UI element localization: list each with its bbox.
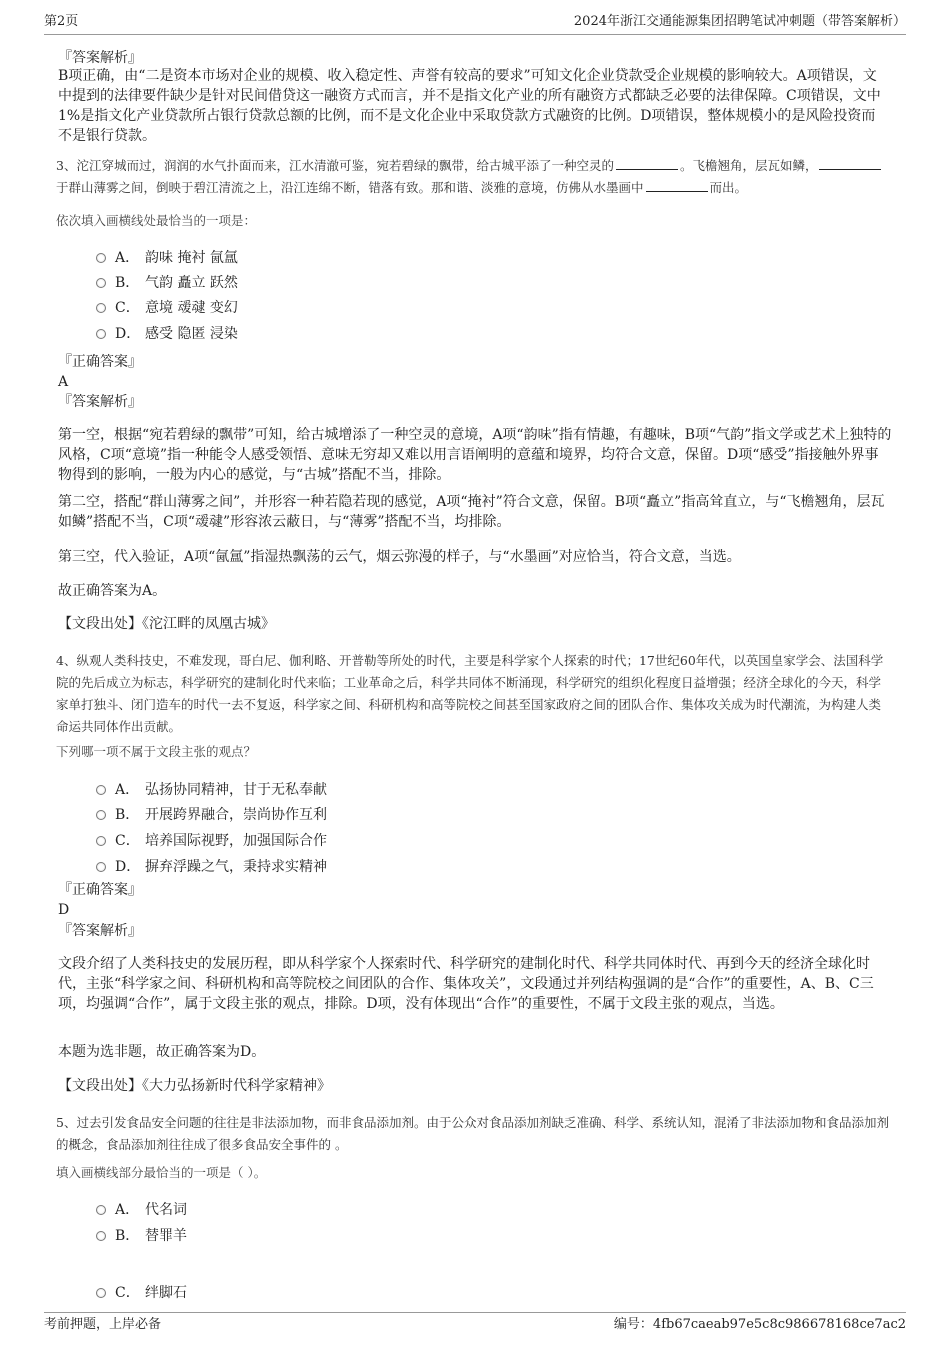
radio-icon[interactable]: [96, 253, 106, 263]
q3-stem-part2: 。飞檐翘角，层瓦如鳞，: [679, 158, 818, 173]
q3-source: 【文段出处】《沱江畔的凤凰古城》: [58, 616, 275, 632]
radio-icon[interactable]: [96, 1231, 106, 1241]
q3-analysis-para-4: 故正确答案为A。: [58, 583, 167, 599]
q3-option-b[interactable]: B． 气韵 矗立 跃然: [96, 273, 238, 293]
q3-option-d[interactable]: D． 感受 隐匿 浸染: [96, 324, 238, 344]
q4-stem: 4、纵观人类科技史，不难发现，哥白尼、伽利略、开普勒等所处的时代，主要是科学家个人探索的时代；17世纪60年代，以英国皇家学会、法国科学院的先后成立为标志，科学研究的建制化时代来临；工业革命之后，科学共同体不断涌现，科学研究的组织化程度日益增强；经济全球化的今天，科学家单打独斗、闭门造车的时代一去不复返，科学家之间、科研机构和高等院校之间甚至国家政府之间的团队合作、集体攻关成为时代潮流，为构建人类命运共同体作出贡献。: [56, 653, 884, 734]
q3-option-c[interactable]: C． 意境 叆叇 变幻: [96, 298, 238, 318]
q4-option-c[interactable]: C． 培养国际视野，加强国际合作: [96, 831, 327, 851]
radio-icon[interactable]: [96, 329, 106, 339]
footer-code: 编号：4fb67caeab97e5c8c986678168ce7ac2: [613, 1317, 906, 1332]
q3-analysis-para-2: 第二空，搭配“群山薄雾之间”，并形容一种若隐若现的感觉，A项“掩衬”符合文意，保留。B项“矗立”指高耸直立，与“飞檐翘角，层瓦如鳞”搭配不当，C项“叆叇”形容浓云蔽日，与“薄雾”搭配不当，均排除。: [58, 494, 885, 530]
q3-stem-part3: 于群山薄雾之间，倒映于碧江清流之上，沿江连绵不断，错落有致。那和谐、淡雅的意境，仿佛从水墨画中: [56, 180, 644, 195]
q4-analysis-para-1: 文段介绍了人类科技史的发展历程，即从科学家个人探索时代、科学研究的建制化时代、科学共同体时代、再到今天的经济全球化时代，主张“科学家之间、科研机构和高等院校之间团队的合作、集体攻关”，文段通过并列结构强调的是“合作”的重要性，A、B、C三项，均强调“合作”，属于文段主张的观点，排除。D项，没有体现出“合作”的重要性，不属于文段主张的观点，当选。: [58, 956, 874, 1012]
q3-correct-heading: 『正确答案』: [58, 354, 142, 370]
page-footer: [44, 1312, 906, 1332]
page-number: 第2页: [44, 14, 79, 29]
q3-blank-2: [819, 155, 881, 170]
radio-icon[interactable]: [96, 810, 106, 820]
q4-option-b[interactable]: B． 开展跨界融合，崇尚协作互利: [96, 805, 327, 825]
q5-option-b[interactable]: B． 替罪羊: [96, 1226, 187, 1246]
radio-icon[interactable]: [96, 836, 106, 846]
q5-prompt: 填入画横线部分最恰当的一项是（ ）。: [56, 1165, 267, 1180]
q3-blank-1: [616, 155, 678, 170]
q4-option-d[interactable]: D． 摒弃浮躁之气，秉持求实精神: [96, 857, 327, 877]
q4-source: 【文段出处】《大力弘扬新时代科学家精神》: [58, 1078, 331, 1094]
q4-analysis-para-2: 本题为选非题，故正确答案为D。: [58, 1044, 266, 1060]
q3-option-a[interactable]: A． 韵味 掩衬 氤氲: [96, 248, 238, 268]
q3-correct-answer: A: [58, 374, 69, 390]
radio-icon[interactable]: [96, 1205, 106, 1215]
q3-analysis-para-3: 第三空，代入验证，A项“氤氲”指湿热飘荡的云气，烟云弥漫的样子，与“水墨画”对应恰当，符合文意，当选。: [58, 549, 741, 565]
radio-icon[interactable]: [96, 303, 106, 313]
document-title: 2024年浙江交通能源集团招聘笔试冲刺题（带答案解析）: [573, 14, 906, 29]
q3-analysis-heading: 『答案解析』: [58, 394, 142, 410]
radio-icon[interactable]: [96, 1288, 106, 1298]
radio-icon[interactable]: [96, 785, 106, 795]
q3-analysis-para-1: 第一空，根据“宛若碧绿的飘带”可知，给古城增添了一种空灵的意境，A项“韵味”指有情趣，有趣味，B项“气韵”指文学或艺术上独特的风格，C项“意境”指一种能令人感受领悟、意味无穷却又难以用言语阐明的意蕴和境界，均符合文意，保留。D项“感受”指接触外界事物得到的影响，一般为内心的感觉，与“古城”搭配不当，排除。: [58, 427, 892, 483]
page-header: [44, 12, 906, 35]
q4-correct-heading: 『正确答案』: [58, 882, 142, 898]
q5-option-c[interactable]: C． 绊脚石: [96, 1283, 187, 1303]
radio-icon[interactable]: [96, 862, 106, 872]
q5-option-a[interactable]: A． 代名词: [96, 1200, 187, 1220]
q4-correct-answer: D: [58, 902, 70, 918]
q3-prompt: 依次填入画横线处最恰当的一项是：: [56, 213, 257, 228]
q5-stem: 5、过去引发食品安全问题的往往是非法添加物，而非食品添加剂。由于公众对食品添加剂缺乏准确、科学、系统认知，混淆了非法添加物和食品添加剂的概念，食品添加剂往往成了很多食品安全事件的 。: [56, 1115, 889, 1152]
q2-analysis-heading: 『答案解析』: [58, 50, 142, 66]
radio-icon[interactable]: [96, 278, 106, 288]
q3-stem: [56, 155, 890, 199]
footer-slogan: 考前押题，上岸必备: [44, 1317, 162, 1332]
q4-option-a[interactable]: A． 弘扬协同精神，甘于无私奉献: [96, 780, 327, 800]
q2-analysis-text: B项正确，由“二是资本市场对企业的规模、收入稳定性、声誉有较高的要求”可知文化企业贷款受企业规模的影响较大。A项错误，文中提到的法律要件缺少是针对民间借贷这一融资方式而言，并不是指文化产业的所有融资方式都缺乏必要的法律保障。C项错误，文中1%是指文化产业贷款所占银行贷款总额的比例，而不是文化企业中采取贷款方式融资的比例。D项错误，整体规模小的是风险投资而不是银行贷款。: [58, 68, 881, 144]
q4-prompt: 下列哪一项不属于文段主张的观点？: [56, 744, 257, 759]
q3-stem-part4: 而出。: [709, 180, 748, 195]
q3-blank-3: [646, 177, 708, 192]
q4-analysis-heading: 『答案解析』: [58, 923, 142, 939]
q3-stem-part1: 3、沱江穿城而过，润润的水气扑面而来，江水清澈可鉴，宛若碧绿的飘带，给古城平添了一种空灵的: [56, 158, 614, 173]
